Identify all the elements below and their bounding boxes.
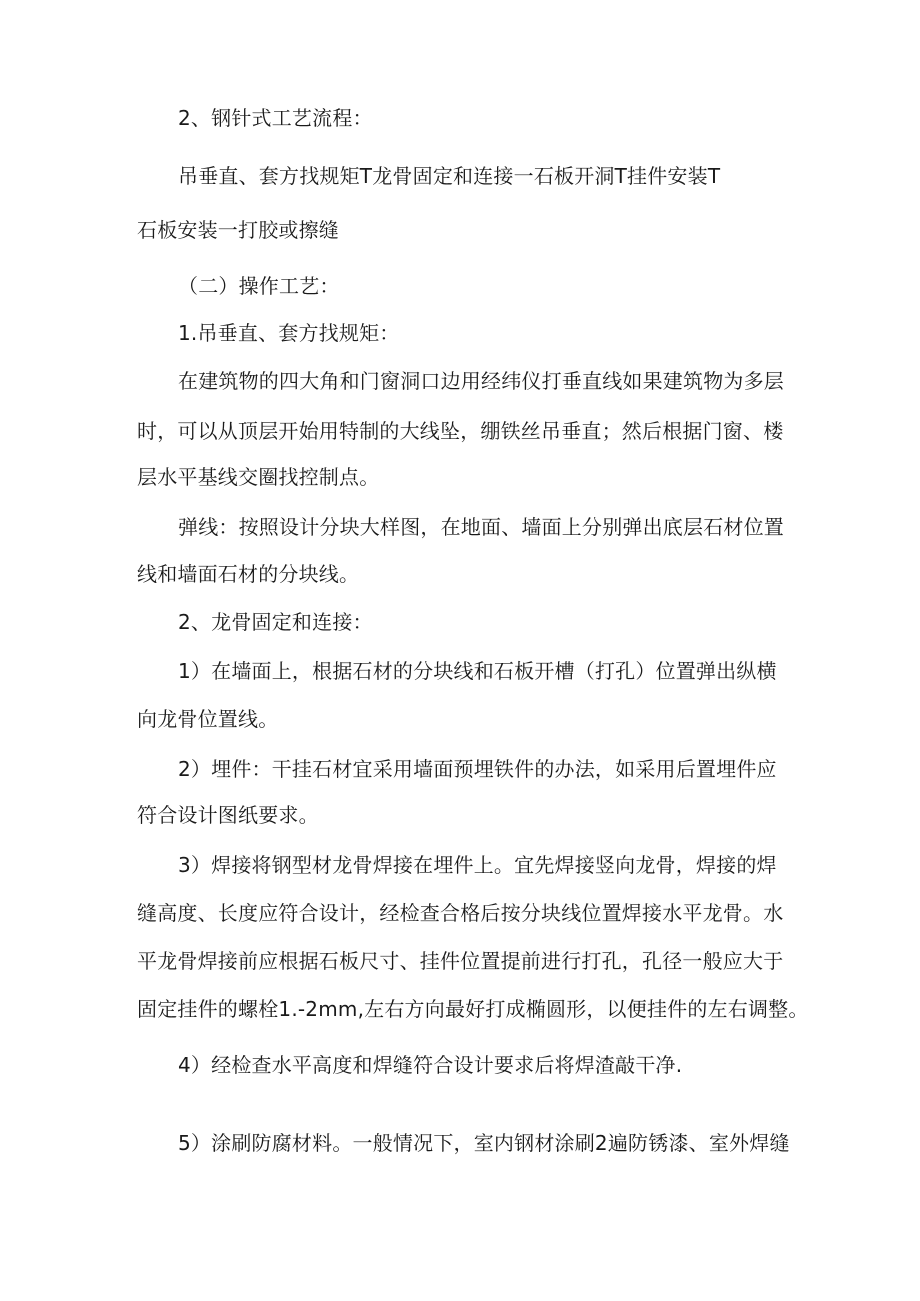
list-item-3-continued: 平龙骨焊接前应根据石板尺寸、挂件位置提前进行打孔，孔径一般应大于: [137, 949, 784, 973]
paragraph-line: 时，可以从顶层开始用特制的大线坠，绷铁丝吊垂直；然后根据门窗、楼: [137, 419, 784, 443]
subheading-plumb-square: 1.吊垂直、套方找规矩：: [178, 321, 400, 345]
list-item-5: 5）涂刷防腐材料。一般情况下，室内钢材涂刷2遍防锈漆、室外焊缝: [178, 1131, 790, 1155]
subheading-keel-fixing: 2、龙骨固定和连接：: [178, 610, 373, 634]
section-heading-steel-pin-process: 2、钢针式工艺流程：: [178, 106, 373, 130]
process-flow-line: 吊垂直、套方找规矩T龙骨固定和连接一石板开洞T挂件安装T: [178, 164, 721, 188]
paragraph-line: 在建筑物的四大角和门窗洞口边用经纬仪打垂直线如果建筑物为多层: [178, 369, 784, 393]
process-flow-line-continued: 石板安装一打胶或擦缝: [137, 218, 339, 242]
list-item-1-continued: 向龙骨位置线。: [137, 707, 279, 731]
paragraph-line: 弹线：按照设计分块大样图，在地面、墙面上分别弹出底层石材位置: [178, 515, 784, 539]
list-item-3: 3）焊接将钢型材龙骨焊接在埋件上。宜先焊接竖向龙骨，焊接的焊: [178, 853, 777, 877]
list-item-2-continued: 符合设计图纸要求。: [137, 803, 319, 827]
paragraph-line: 层水平基线交圈找控制点。: [137, 465, 380, 489]
list-item-2: 2）埋件：干挂石材宜采用墙面预埋铁件的办法，如采用后置埋件应: [178, 757, 777, 781]
list-item-1: 1）在墙面上，根据石材的分块线和石板开槽（打孔）位置弹出纵横: [178, 659, 777, 683]
paragraph-line: 线和墙面石材的分块线。: [137, 562, 360, 586]
list-item-3-continued: 固定挂件的螺栓1.-2mm,左右方向最好打成椭圆形，以便挂件的左右调整。: [137, 997, 809, 1021]
list-item-4: 4）经检查水平高度和焊缝符合设计要求后将焊渣敲干净.: [178, 1053, 683, 1077]
section-heading-operation: （二）操作工艺：: [178, 274, 340, 298]
list-item-3-continued: 缝高度、长度应符合设计，经检查合格后按分块线位置焊接水平龙骨。水: [137, 901, 784, 925]
